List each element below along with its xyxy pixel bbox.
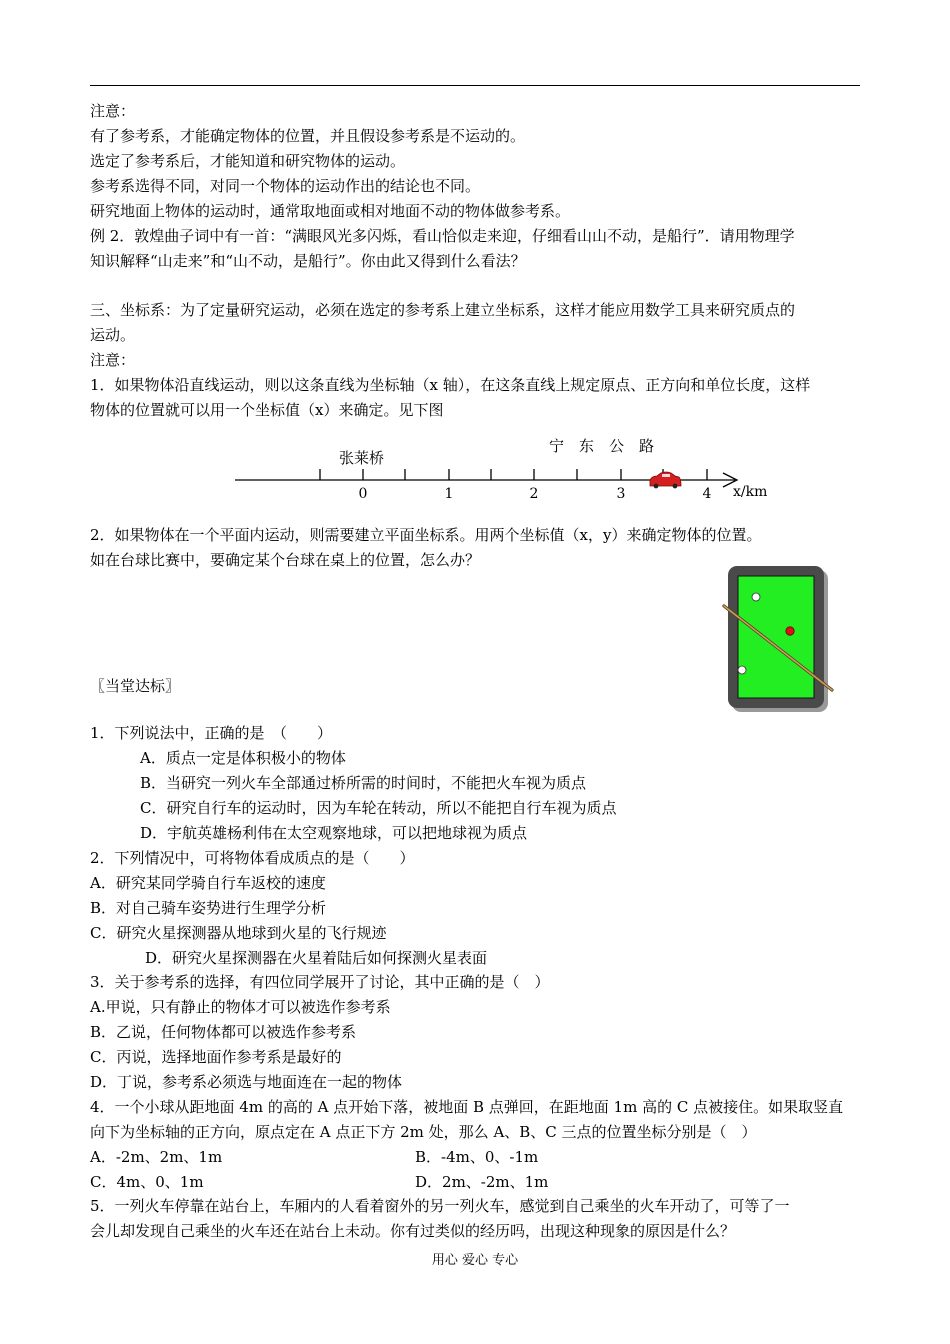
q5-line2: 会儿却发现自己乘坐的火车还在站台上未动。你有过类似的经历吗，出现这种现象的原因是什么？ [90,1222,736,1240]
note-item: 研究地面上物体的运动时，通常取地面或相对地面不动的物体做参考系。 [90,202,571,220]
section3-line2: 运动。 [90,326,136,344]
car-icon [650,472,681,488]
q4-stem-line1: 4．一个小球从距地面 4m 的高的 A 点开始下落，被地面 B 点弹回，在距地面 1m 高的 C 点被接住。如果取竖直 [90,1098,844,1116]
tick-label: 0 [358,486,368,502]
q1-stem: 1．下列说法中，正确的是 （ ） [90,724,333,742]
white-ball-icon [738,666,746,674]
note-item: 参考系选得不同，对同一个物体的运动作出的结论也不同。 [90,177,481,195]
tick-label: 3 [616,486,626,502]
axis-unit-label: x/km [733,484,768,500]
q2-option: C．研究火星探测器从地球到火星的飞行规迹 [90,924,387,942]
white-ball-icon [752,593,760,601]
note-item: 选定了参考系后，才能知道和研究物体的运动。 [90,152,406,170]
q3-option: C．丙说，选择地面作参考系是最好的 [90,1048,342,1066]
section3-item2-line1: 2．如果物体在一个平面内运动，则需要建立平面坐标系。用两个坐标值（x，y）来确定物体的位置。 [90,526,762,544]
q3-option: D．丁说，参考系必须选与地面连在一起的物体 [90,1073,403,1091]
tick-label: 1 [444,486,454,502]
coordinate-axis-figure [225,430,785,506]
q1-option: D．宇航英雄杨利伟在太空观察地球，可以把地球视为质点 [140,824,528,842]
header-rule [90,85,860,86]
red-ball-icon [786,627,794,635]
practice-heading: 〖当堂达标〗 [90,677,181,695]
q4-option: D．2m、-2m、1m [415,1173,549,1191]
tick-label: 2 [529,486,539,502]
q4-option: B．-4m、0、-1m [415,1148,539,1166]
notes-heading: 注意： [90,102,136,120]
section3-item2-line2: 如在台球比赛中，要确定某个台球在桌上的位置，怎么办？ [90,551,481,569]
section3-item1-line2: 物体的位置就可以用一个坐标值（x）来确定。见下图 [90,401,444,419]
q3-option: A.甲说，只有静止的物体才可以被选作参考系 [90,998,391,1016]
q5-line1: 5．一列火车停靠在站台上，车厢内的人看着窗外的另一列火车，感觉到自己乘坐的火车开动了，可等了一 [90,1197,790,1215]
billiard-table-figure [716,562,842,718]
q2-option: A．研究某同学骑自行车返校的速度 [90,874,326,892]
example2-line1: 例 2．敦煌曲子词中有一首：“满眼风光多闪烁，看山恰似走来迎，仔细看山山不动，是船行”．请用物理学 [90,227,795,245]
table-felt [738,576,814,698]
note-item: 有了参考系，才能确定物体的位置，并且假设参考系是不运动的。 [90,127,526,145]
tick-label: 4 [702,486,712,502]
section3-item1-line1: 1．如果物体沿直线运动，则以这条直线为坐标轴（x 轴），在这条直线上规定原点、正方向和单位长度，这样 [90,376,811,394]
q2-option: D．研究火星探测器在火星着陆后如何探测火星表面 [145,949,488,967]
section3-note-heading: 注意： [90,351,136,369]
q1-option: A．质点一定是体积极小的物体 [140,749,346,767]
ningdong-road-label: 宁 东 公 路 [549,437,655,455]
zhanglaiqiao-label: 张莱桥 [339,449,385,467]
q4-option: A．-2m、2m、1m [90,1148,223,1166]
section3-line1: 三、坐标系：为了定量研究运动，必须在选定的参考系上建立坐标系，这样才能应用数学工具来研究质点的 [90,301,796,319]
q1-option: C．研究自行车的运动时，因为车轮在转动，所以不能把自行车视为质点 [140,799,617,817]
page-footer: 用心 爱心 专心 [431,1253,519,1268]
q2-option: B．对自己骑车姿势进行生理学分析 [90,899,327,917]
q1-option: B．当研究一列火车全部通过桥所需的时间时，不能把火车视为质点 [140,774,587,792]
q4-stem-line2: 向下为坐标轴的正方向，原点定在 A 点正下方 2m 处，那么 A、B、C 三点的位置坐标分别是（ ） [90,1123,757,1141]
q4-option: C．4m、0、1m [90,1173,204,1191]
q3-stem: 3．关于参考系的选择，有四位同学展开了讨论，其中正确的是（ ） [90,973,550,991]
q3-option: B．乙说，任何物体都可以被选作参考系 [90,1023,357,1041]
q2-stem: 2．下列情况中，可将物体看成质点的是（ ） [90,849,415,867]
example2-line2: 知识解释“山走来”和“山不动，是船行”。你由此又得到什么看法？ [90,252,526,270]
